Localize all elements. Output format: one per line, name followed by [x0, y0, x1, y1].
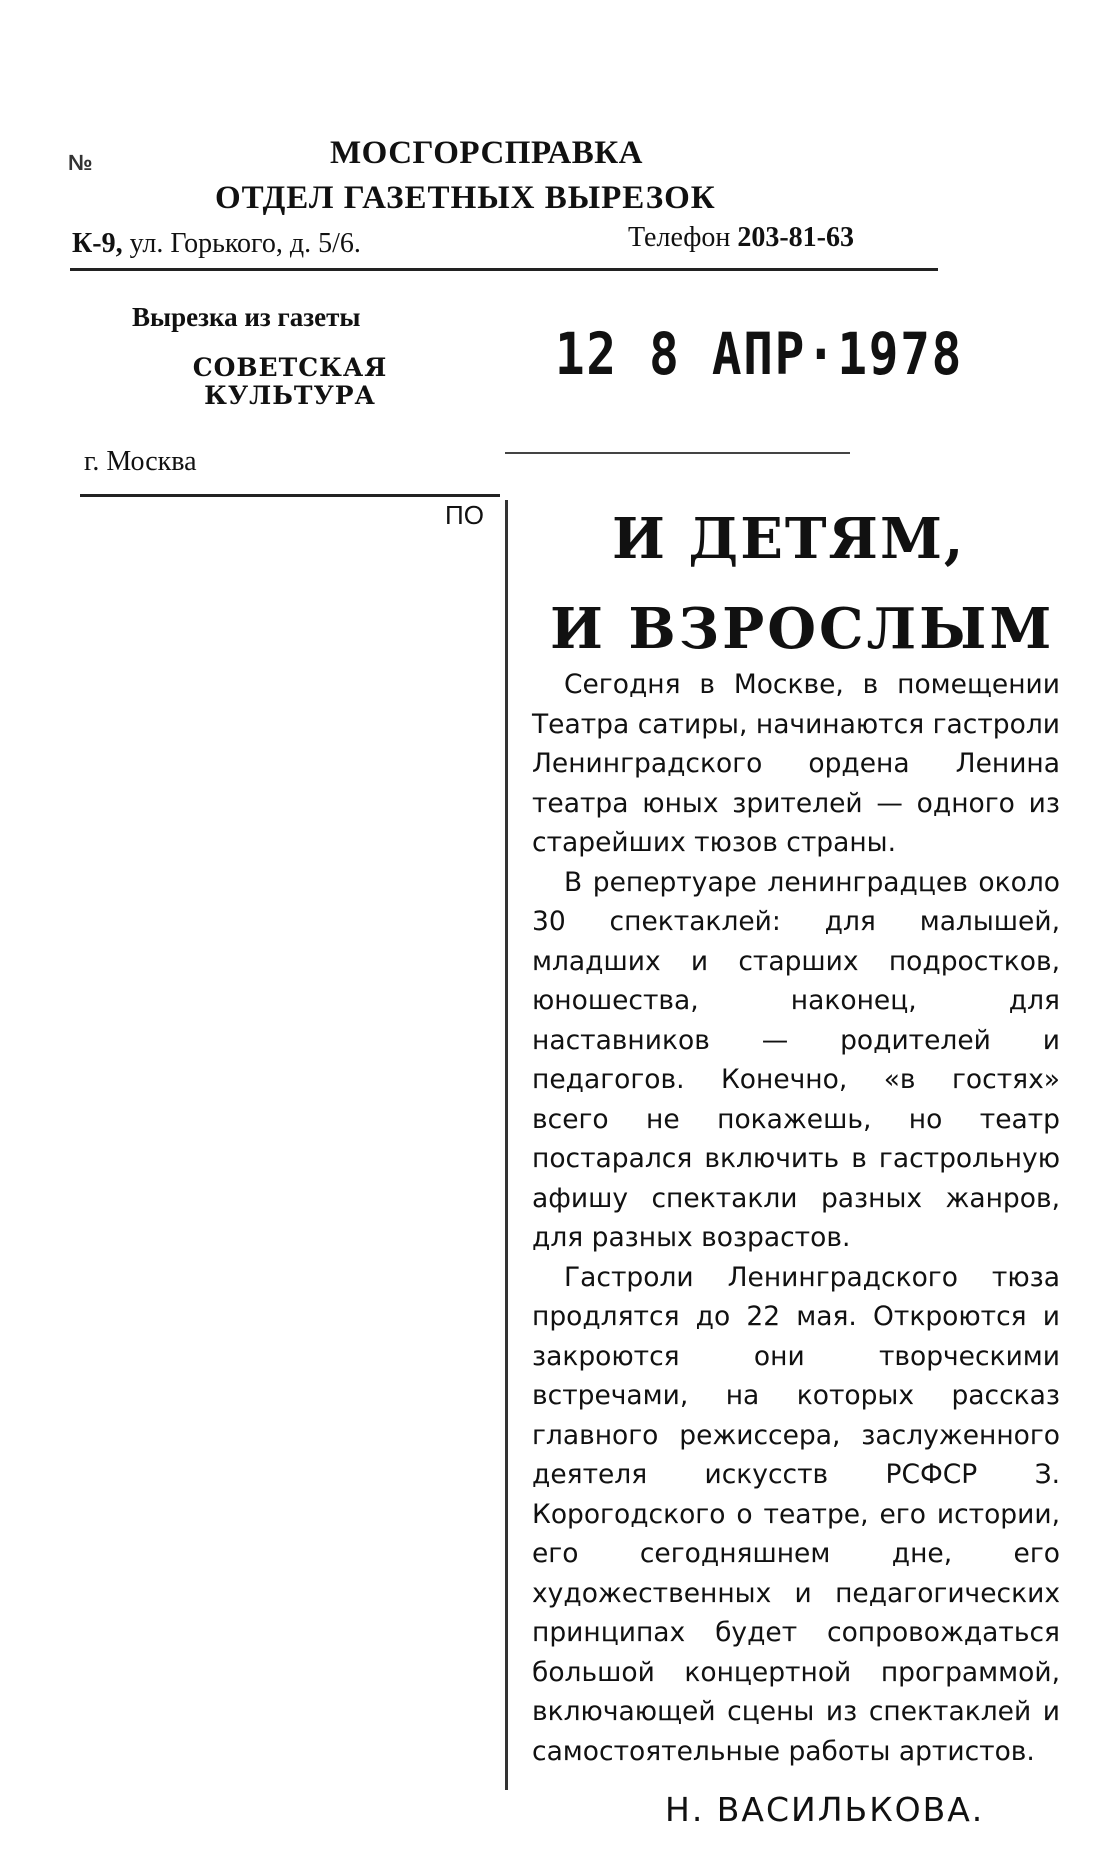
stamp-address [72, 228, 361, 260]
address-code: К-9, [72, 228, 123, 259]
date-stamp: 12 8 АПР·1978 [555, 320, 963, 388]
clipping-label: Вырезка из газеты [132, 302, 361, 332]
article-body [532, 665, 1060, 1771]
headline-line-1: И ДЕТЯМ, [612, 506, 966, 572]
section-mark: ПО [445, 500, 484, 530]
street-address: ул. Горького, д. 5/6. [129, 228, 361, 259]
article-paragraph: Гастроли Ленинградского тюза продлятся до 22 мая. Откроются и закроются они творческими встречами, на которых рассказ главного режиссера, заслуженного деятеля искусств РСФСР З. Корогодского о театре, его истории, его сегодняшнем дне, его художественных и педагогических принципах будет сопровождаться большой концертной программой, включающей сцены из спектаклей и самостоятельные работы артистов. [532, 1261, 1060, 1767]
article-paragraph: В репертуаре ленинградцев около 30 спектаклей: для малышей, младших и старших подростков, юношества, наконец, для наставников — родителей и педагогов. Конечно, «в гостях» всего не покажешь, но театр постарался включить в гастрольную афишу спектакли разных жанров, для разных возрастов. [532, 866, 1060, 1253]
article-author: Н. ВАСИЛЬКОВА. [665, 1790, 985, 1829]
organization-name: МОСГОРСПРАВКА [330, 135, 643, 171]
phone-label: Телефон [628, 222, 731, 253]
city-divider [80, 494, 500, 497]
phone-number: 203-81-63 [737, 222, 854, 253]
corner-mark: № [68, 150, 93, 175]
department-name: ОТДЕЛ ГАЗЕТНЫХ ВЫРЕЗОК [215, 180, 716, 216]
newspaper-name: СОВЕТСКАЯ КУЛЬТУРА [192, 353, 388, 410]
article-top-rule [505, 452, 850, 454]
city-label: г. Москва [84, 446, 197, 477]
stamp-phone [628, 222, 854, 254]
column-rule [505, 500, 508, 1790]
headline-line-2: И ВЗРОСЛЫМ [550, 596, 1055, 662]
header-divider [70, 268, 938, 271]
article-paragraph: Сегодня в Москве, в помещении Театра сатиры, начинаются гастроли Ленинградского ордена Ленина театра юных зрителей — одного из старейших тюзов страны. [532, 669, 1060, 858]
